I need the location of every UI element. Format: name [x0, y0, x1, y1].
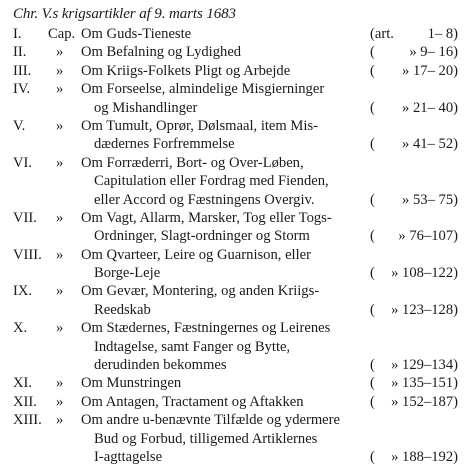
chapter-number: IV.: [13, 81, 31, 98]
chapter-title-line: Indtagelse, samt Fanger og Bytte,: [94, 338, 291, 355]
chapter-title-line: Reedskab: [94, 301, 151, 318]
toc-line: [0, 117, 473, 135]
article-range: » 53– 75): [402, 191, 458, 208]
ditto-mark: »: [56, 393, 64, 410]
chapter-title-line: Om Vagt, Allarm, Marsker, Tog eller Togs-: [81, 209, 332, 226]
toc-line: [0, 25, 473, 43]
article-ref-open: (: [370, 99, 375, 116]
article-ref-open: (: [370, 393, 375, 410]
article-ref-open: (art.: [370, 26, 394, 42]
toc-line: [0, 374, 473, 392]
chapter-title-line: Om Gevær, Montering, og anden Kriigs-: [81, 283, 320, 300]
article-range: » 129–134): [391, 357, 458, 374]
article-range: » 17– 20): [402, 62, 458, 79]
toc-line: [0, 301, 473, 319]
article-range: » 9– 16): [409, 44, 458, 61]
toc-line: [0, 80, 473, 98]
chapter-number: II.: [13, 44, 27, 61]
chapter-number: X.: [13, 320, 28, 337]
chapter-title-line: eller Accord og Fæstningens Overgiv.: [94, 191, 315, 208]
chapter-number: IX.: [13, 283, 33, 300]
article-ref-open: (: [370, 357, 375, 374]
chapter-number: XII.: [13, 393, 37, 410]
chapter-label: Cap.: [48, 26, 76, 42]
ditto-mark: »: [56, 62, 64, 79]
table-of-contents: [0, 25, 473, 466]
article-ref-open: (: [370, 448, 375, 465]
ditto-mark: »: [56, 154, 64, 171]
article-ref-open: (: [370, 228, 375, 245]
chapter-title-line: Om andre u-benævnte Tilfælde og ydermere: [81, 412, 340, 429]
article-ref-open: (: [370, 301, 375, 318]
toc-line: [0, 411, 473, 429]
article-ref-open: (: [370, 44, 375, 61]
page-title: Chr. V.s krigsartikler af 9. marts 1683: [13, 6, 236, 22]
toc-line: [0, 62, 473, 80]
toc-line: [0, 430, 473, 448]
toc-line: [0, 135, 473, 153]
chapter-number: VI.: [13, 154, 33, 171]
chapter-title-line: dædernes Forfremmelse: [94, 136, 235, 153]
toc-entry: [0, 154, 473, 209]
chapter-title-line: Om Stædernes, Fæstningernes og Leirenes: [81, 320, 331, 337]
toc-entry: [0, 80, 473, 117]
chapter-title-line: Om Befalning og Lydighed: [81, 44, 242, 61]
toc-entry: [0, 43, 473, 61]
ditto-mark: »: [56, 412, 64, 429]
article-ref-open: (: [370, 375, 375, 392]
ditto-mark: »: [56, 283, 64, 300]
toc-line: [0, 227, 473, 245]
article-range: » 108–122): [391, 265, 458, 282]
toc-entry: [0, 282, 473, 319]
toc-entry: [0, 393, 473, 411]
toc-line: [0, 191, 473, 209]
toc-line: [0, 154, 473, 172]
toc-line: [0, 319, 473, 337]
toc-entry: [0, 209, 473, 246]
toc-line: [0, 356, 473, 374]
chapter-title-line: Om Antagen, Tractament og Aftakken: [81, 393, 304, 410]
article-range: » 123–128): [391, 301, 458, 318]
chapter-title-line: Om Kriigs-Folkets Pligt og Arbejde: [81, 62, 291, 79]
article-range: 1– 8): [427, 26, 458, 42]
toc-line: [0, 246, 473, 264]
chapter-title-line: Om Forseelse, almindelige Misgierninger: [81, 81, 325, 98]
chapter-title-line: og Mishandlinger: [94, 99, 198, 116]
toc-line: [0, 172, 473, 190]
chapter-number: XI.: [13, 375, 33, 392]
chapter-title-line: Ordninger, Slagt-ordninger og Storm: [94, 228, 310, 245]
chapter-title-line: Om Munstringen: [81, 375, 182, 392]
ditto-mark: »: [56, 246, 64, 263]
toc-entry: [0, 411, 473, 466]
chapter-title-line: Om Forræderri, Bort- og Over-Løben,: [81, 154, 304, 171]
toc-entry: [0, 25, 473, 43]
chapter-number: III.: [13, 62, 32, 79]
article-ref-open: (: [370, 191, 375, 208]
toc-line: [0, 99, 473, 117]
chapter-title-line: Om Tumult, Oprør, Dølsmaal, item Mis-: [81, 117, 318, 134]
chapter-title-line: Bud og Forbud, tilligemed Artiklernes: [94, 430, 318, 447]
toc-line: [0, 282, 473, 300]
toc-entry: [0, 62, 473, 80]
chapter-number: XIII.: [13, 412, 42, 429]
toc-entry: [0, 319, 473, 374]
toc-line: [0, 448, 473, 466]
chapter-title-line: Om Guds-Tieneste: [81, 26, 192, 42]
article-ref-open: (: [370, 265, 375, 282]
chapter-number: VII.: [13, 209, 37, 226]
toc-line: [0, 393, 473, 411]
toc-line: [0, 209, 473, 227]
chapter-title-line: Borge-Leje: [94, 265, 161, 282]
chapter-title-line: Om Qvarteer, Leire og Guarnison, eller: [81, 246, 311, 263]
toc-line: [0, 43, 473, 61]
toc-line: [0, 264, 473, 282]
ditto-mark: »: [56, 375, 64, 392]
toc-entry: [0, 246, 473, 283]
article-range: » 152–187): [391, 393, 458, 410]
chapter-number: VIII.: [13, 246, 42, 263]
toc-line: [0, 338, 473, 356]
ditto-mark: »: [56, 44, 64, 61]
article-range: » 76–107): [398, 228, 458, 245]
article-range: » 188–192): [391, 448, 458, 465]
ditto-mark: »: [56, 320, 64, 337]
chapter-title-line: Capitulation eller Fordrag med Fienden,: [94, 173, 329, 190]
ditto-mark: »: [56, 209, 64, 226]
article-ref-open: (: [370, 136, 375, 153]
article-ref-open: (: [370, 62, 375, 79]
ditto-mark: »: [56, 117, 64, 134]
chapter-number: I.: [13, 26, 22, 42]
article-range: » 135–151): [391, 375, 458, 392]
article-range: » 41– 52): [402, 136, 458, 153]
article-range: » 21– 40): [402, 99, 458, 116]
toc-entry: [0, 117, 473, 154]
chapter-title-line: I-agttagelse: [94, 448, 163, 465]
ditto-mark: »: [56, 81, 64, 98]
chapter-title-line: derudinden bekommes: [94, 357, 227, 374]
chapter-number: V.: [13, 117, 26, 134]
toc-entry: [0, 374, 473, 392]
